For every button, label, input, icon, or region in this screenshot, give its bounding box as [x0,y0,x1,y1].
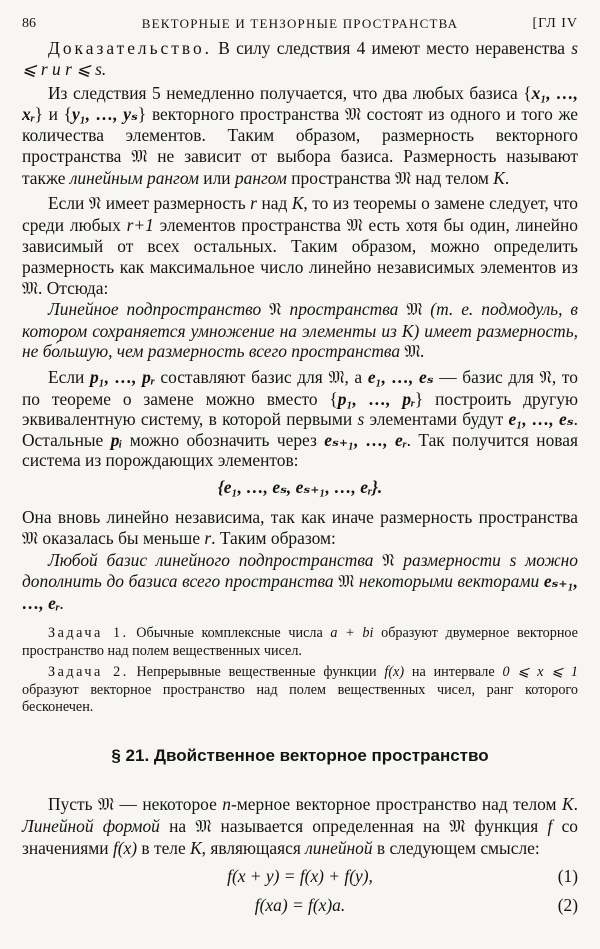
text-run: . Отсюда: [38,277,109,298]
proof-inequality: s ⩽ r и r ⩽ s. [22,38,578,79]
text-run: в теле [137,837,191,858]
text-run: над телом [411,167,494,188]
linear-form-definition [22,794,578,858]
text-run: имеет размерность [101,193,251,214]
dimension-paragraph [22,83,578,189]
math-r: r [204,528,212,549]
space-symbol-m: 𝔐 [98,795,114,816]
text-run: . [504,167,510,188]
space-symbol-m: 𝔐 [131,146,148,167]
text-run: Из следствия 5 немедленно получается, что два любых базиса { [48,83,532,104]
space-symbol-m: 𝔐 [338,572,355,593]
space-symbol-m: 𝔐 [449,817,466,838]
term-linear: линейной [305,837,373,858]
basis-e: e₁, …, eₛ [508,409,574,430]
independence-paragraph [22,507,578,549]
basis-e-rest: eₛ₊₁, …, eᵣ [22,571,578,613]
exercise-2 [22,664,578,716]
field-symbol: K [291,193,304,214]
page-number: 86 [22,16,36,31]
text-run: } и { [34,103,73,124]
exercise-label: Задача 1. [48,625,129,642]
text-run: можно обозначить через [122,429,325,450]
text-run: элементами будут [364,409,509,430]
text-run: — некоторое [114,794,223,815]
space-symbol-m: 𝔐 [195,817,212,838]
equation-2 [22,895,578,916]
text-run: . [420,341,425,362]
chapter-label: [ГЛ IV [532,16,578,31]
text-run: , то по теореме о замене можно вместо { [22,366,578,409]
math-f: f [547,816,553,837]
exchange-paragraph [22,193,578,299]
text-run: ) имеет размерность, не бо́льшую, чем размерность всего пространства [22,320,578,362]
text-run: составляют базис для [154,366,329,387]
text-run: оказалась бы меньше [38,528,205,549]
text-run: . Так получится новая система из порождающих элементов: [22,429,578,471]
basis-p: p₁, …, pᵣ [337,388,415,409]
text-run: Линейное подпространство [48,299,270,320]
subspace-symbol-n: 𝔑 [539,367,552,388]
text-run: } построить другую эквивалентную систему, в которой первыми [22,388,578,430]
field-symbol: K [562,794,574,815]
space-symbol-m: 𝔐 [344,104,361,125]
basis-e-rest: eₛ₊₁, …, eᵣ [324,429,407,450]
subspace-symbol-n: 𝔑 [269,300,282,321]
space-symbol-m: 𝔐 [395,168,411,189]
basis-p: p₁, …, pᵣ [89,366,155,387]
text-run: образуют двумерное векторное пространство над полем вещественных чисел. [22,625,578,659]
text-run: образуют векторное пространство над полем вещественных чисел, ранг которого бесконечен. [22,681,578,716]
section-heading: § 21. Двойственное векторное пространство [111,746,489,766]
space-symbol-m: 𝔐 [404,342,421,363]
field-symbol: K [190,837,202,858]
text-run: со значениями [22,816,578,858]
text-run: . [59,592,65,613]
math-r-plus-1: r+1 [126,214,154,235]
basis-x: x₁, …, xᵣ [22,83,578,124]
text-run: некоторыми векторами [354,571,544,592]
term-rank: рангом [234,167,287,188]
text-run: или [198,167,235,188]
equation-2-number: (2) [557,894,578,915]
text-run: (т. е. подмодуль, в котором сохраняется умножение на элементы из [22,299,578,341]
term-linear-rank: линейным рангом [69,167,199,188]
exercises [22,625,578,716]
text-run: Если [48,366,90,387]
basis-e: e₁, …, eₛ [367,366,434,387]
text-run: Любой базис линейного подпространства [48,549,383,570]
math-s: s [357,409,365,430]
math-n: n [222,794,231,815]
text-run: пространства [286,167,395,188]
text-run: состоят из одного и того же количества элементов. Таким образом, размерность векторного пространства [22,103,578,166]
text-run: функция [465,816,548,837]
space-symbol-m: 𝔐 [328,367,345,388]
equation-2-body: f(xa) = f(x)a. [254,894,346,915]
proof-label: Доказательство. [48,38,212,58]
text-run: не зависит от выбора базиса. Размерность называют также [22,145,578,188]
vector-p-i: pᵢ [110,429,123,450]
text-run: . [573,794,578,815]
text-run: на [159,816,196,837]
math-fx: f(x) [384,664,405,681]
equation-1-number: (1) [557,866,578,887]
text-run: Обычные комплексные числа [128,625,331,642]
text-run: } векторного пространства [137,103,345,124]
text-run: элементов пространства [153,214,347,235]
math-r: r [250,193,257,214]
text-run: Если [48,193,89,214]
space-symbol-m: 𝔐 [22,278,38,299]
text-run: называется определенная на [211,816,450,837]
text-run: над [256,193,292,214]
math-fx: f(x) [112,837,138,858]
proof-paragraph [22,38,578,79]
text-run: можно дополнить до базиса всего пространства [22,549,578,592]
text-run: Пусть [48,794,98,815]
theorem-subspace [22,299,578,363]
running-title: ВЕКТОРНЫЕ И ТЕНЗОРНЫЕ ПРОСТРАНСТВА [141,16,459,31]
equation-1 [22,866,578,887]
main-text [22,38,578,613]
field-symbol: K [493,167,505,188]
subspace-symbol-n: 𝔑 [88,194,102,215]
math-s: s [509,549,517,570]
space-symbol-m: 𝔐 [22,529,38,550]
text-run: -мерное векторное пространство над телом [231,794,563,815]
text-run: Она вновь линейно независима, так как иначе размерность пространства [22,507,578,528]
text-run: , являющаяся [201,837,306,858]
text-run: размерности [394,549,510,570]
proof-text: В силу следствия 4 имеют место неравенства [211,38,572,58]
text-run: — базис для [433,366,540,387]
text-run: есть хотя бы один, линейно зависимый от всех остальных. Таким образом, можно определить размерность как максимальное число линейно независимых элементов из [22,214,578,277]
text-run: на интервале [404,664,503,681]
text-run: в следующем смысле: [372,837,540,858]
text-run: . Таким образом: [211,528,336,549]
math-complex: a + bi [330,625,374,642]
term-linear-form: Линейной формой [22,816,160,837]
equation-1-body: f(x + y) = f(x) + f(y), [227,866,373,887]
basis-extension-paragraph [22,367,578,471]
text-run: . Остальные [22,409,578,450]
subspace-symbol-n: 𝔑 [382,550,395,571]
text-run: пространства [281,299,407,320]
running-header [22,12,578,38]
text-run: , то из теоремы о замене следует, что среди любых [22,193,578,235]
display-generating-set: {e₁, …, eₛ, eₛ₊₁, …, eᵣ}. [217,476,383,497]
exercise-label: Задача 2. [48,664,129,681]
math-interval: 0 ⩽ x ⩽ 1 [502,664,578,681]
theorem-basis-extension [22,550,578,614]
section-body [22,794,578,915]
text-run: Непрерывные вещественные функции [128,664,385,681]
exercise-1 [22,625,578,660]
text-run: , а [344,366,368,387]
field-symbol: K [401,320,414,341]
basis-y: y₁, …, yₛ [72,103,138,124]
space-symbol-m: 𝔐 [406,300,423,321]
space-symbol-m: 𝔐 [346,215,363,236]
